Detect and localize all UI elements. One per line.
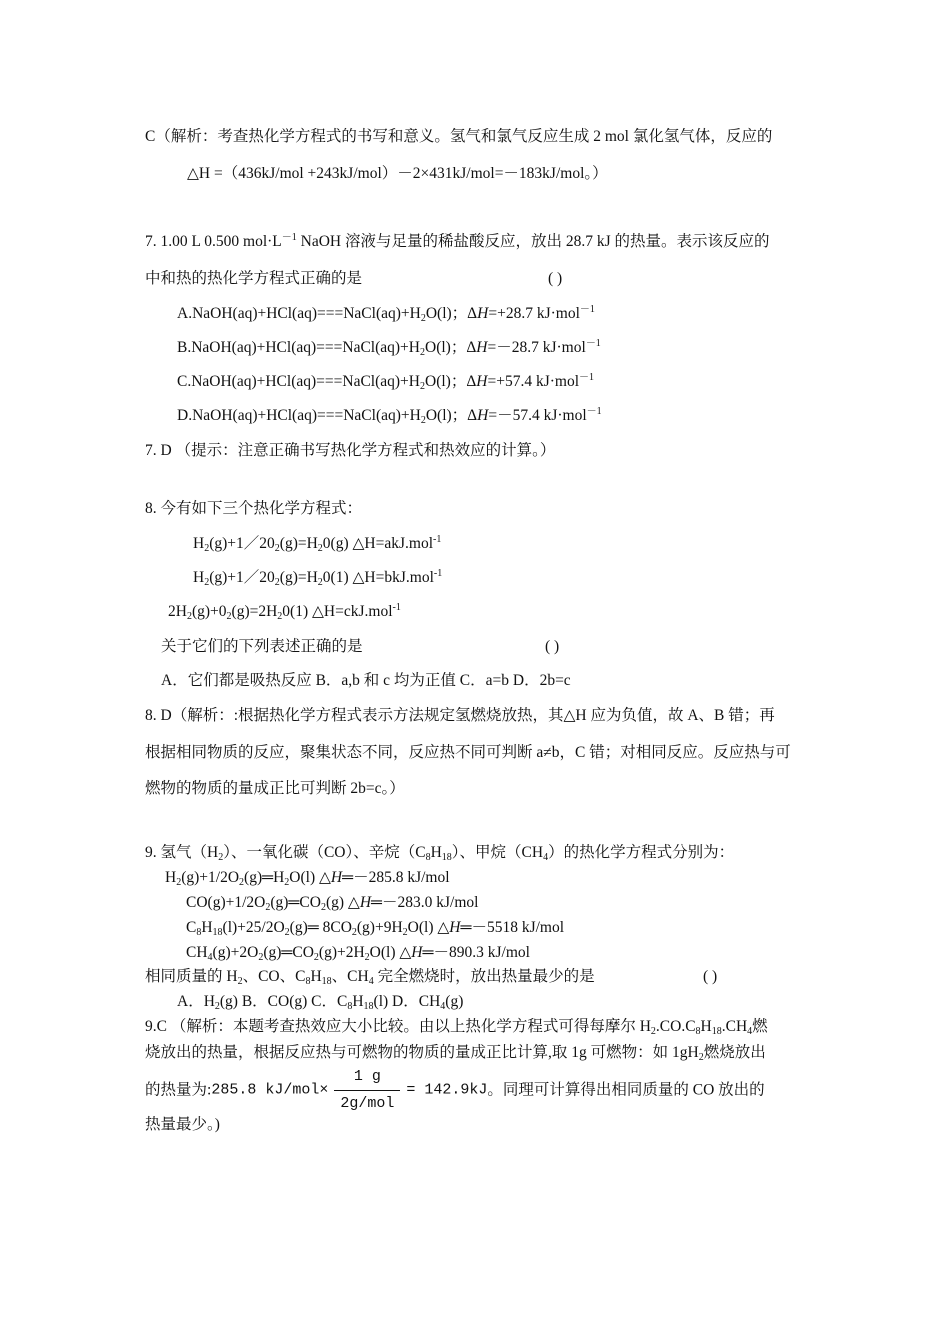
question-9-equation-1: $H_2(g)+1/2O_2(g)═H_2O(l)$ △H═－285.8 kJ/mol xyxy=(165,869,450,888)
calc-expression: 285.8 kJ/mol× xyxy=(211,1081,329,1099)
question-8-options: A．它们都是吸热反应 B．a,b 和 c 均为正值 C．a=b D．2b=c xyxy=(161,672,571,689)
fraction-denominator: 2g/mol xyxy=(340,1095,395,1112)
answer-9-line-2: 烧放出的热量，根据反应热与可燃物的物质的量成正比计算,取 1g 可燃物：如 $1gH_2$燃烧放出 xyxy=(145,1044,766,1063)
answer-8-line-3: 燃物的物质的量成正比可判断 2b=c。） xyxy=(145,780,405,797)
answer-8-line-1: 8. D（解析：:根据热化学方程式表示方法规定氢燃烧放热，其△H 应为负值，故 A、B 错；再 xyxy=(145,707,775,724)
question-9-equation-3: $C_8H_{18}(l)+25/2O_2(g)═$ $8CO_2(g)+9H_2O(l)$ △H═－5518 kJ/mol xyxy=(186,919,565,938)
question-8-equation-2: $H_2(g)+1/20_2(g)=H_20(1)$ △H=bkJ.mol$^{-1}$ xyxy=(193,568,443,588)
question-9-blank: ( ) xyxy=(703,968,718,985)
fraction-numerator: 1 g xyxy=(334,1066,400,1091)
answer-8-line-2: 根据相同物质的反应，聚集状态不同，反应热不同可判断 a≠b，C 错；对相同反应。反应热与可 xyxy=(145,744,791,761)
question-9-equation-2: $CO(g)+1/2O_2(g)═CO_2(g)$ △H═－283.0 kJ/mol xyxy=(186,894,479,913)
answer-9-line-4: 热量最少。) xyxy=(145,1116,220,1133)
question-7-option-c: $C.NaOH(aq)+HCl(aq)===NaCl(aq)+H_2O(l)$；ΔH=+57.4 kJ·mol$^{-1}$ xyxy=(177,372,595,392)
question-8-equation-3: $2H_2(g)+0_2(g)=2H_20(1)$ △H=ckJ.mol$^{-1}$ xyxy=(168,602,401,622)
question-8-stem: 8. 今有如下三个热化学方程式： xyxy=(145,500,363,517)
question-7-option-d: $D.NaOH(aq)+HCl(aq)===NaCl(aq)+H_2O(l)$；ΔH=－57.4 kJ·mol$^{-1}$ xyxy=(177,406,602,426)
answer-9-line-1: 9.C （解析：本题考查热效应大小比较。由以上热化学方程式可得每摩尔 $H_2.CO.C_8H_{18}.CH_4$燃 xyxy=(145,1018,768,1037)
calc-fraction xyxy=(334,1066,400,1115)
question-7-option-a: $A.NaOH(aq)+HCl(aq)===NaCl(aq)+H_2O(l)$；ΔH=+28.7 kJ·mol$^{-1}$ xyxy=(177,304,595,324)
question-7-line-2: 中和热的热化学方程式正确的是 xyxy=(145,270,363,287)
calc-result: = 142.9kJ xyxy=(406,1081,488,1099)
question-9-stem: 9. 氢气$(H_2)$、一氧化碳（CO）、辛烷$(C_8H_{18})$、甲烷$(CH_4)$的热化学方程式分别为： xyxy=(145,844,735,863)
question-9-prompt: 相同质量的 $H_2$、CO、$C_8H_{18}$、$CH_4$ 完全燃烧时，放出热量最少的是 xyxy=(145,968,595,987)
question-8-equation-1: $H_2(g)+1/20_2(g)=H_20(g)$ △H=akJ.mol$^{-1}$ xyxy=(193,534,442,554)
answer-6-line-1: C（解析：考查热化学方程式的书写和意义。氢气和氯气反应生成 2 mol 氯化氢气体，反应的 xyxy=(145,128,773,145)
answer-9-calculation: 的热量为:285.8 kJ/mol× $\frac{1 g}{\text{2g/mol}}$ = 142.9kJ。同理可计算得出相同质量的 CO 放出的 xyxy=(145,1066,765,1115)
question-8-blank: ( ) xyxy=(545,638,560,655)
question-8-prompt: 关于它们的下列表述正确的是 xyxy=(161,638,363,655)
question-7-blank: ( ) xyxy=(548,270,563,287)
answer-7: 7. D （提示：注意正确书写热化学方程式和热效应的计算。） xyxy=(145,442,556,459)
question-9-equation-4: $CH_4(g)+2O_2(g)═CO_2(g)+2H_2O(l)$ △H═－890.3 kJ/mol xyxy=(186,944,530,963)
question-7-line-1: 7. 1.00 L 0.500 $mol\cdot L^{-1}$ NaOH 溶液与足量的稀盐酸反应，放出 28.7 kJ 的热量。表示该反应的 xyxy=(145,232,770,250)
answer-6-line-2: △H =（436kJ/mol +243kJ/mol）－2×431kJ/mol=－183kJ/mol。） xyxy=(187,165,608,182)
question-7-option-b: $B.NaOH(aq)+HCl(aq)===NaCl(aq)+H_2O(l)$；ΔH=－28.7 kJ·mol$^{-1}$ xyxy=(177,338,601,358)
question-9-options: A．$H_2(g)$ B．CO(g) C．$C_8H_{18}(l)$ D．$CH_4(g)$ xyxy=(177,993,464,1012)
